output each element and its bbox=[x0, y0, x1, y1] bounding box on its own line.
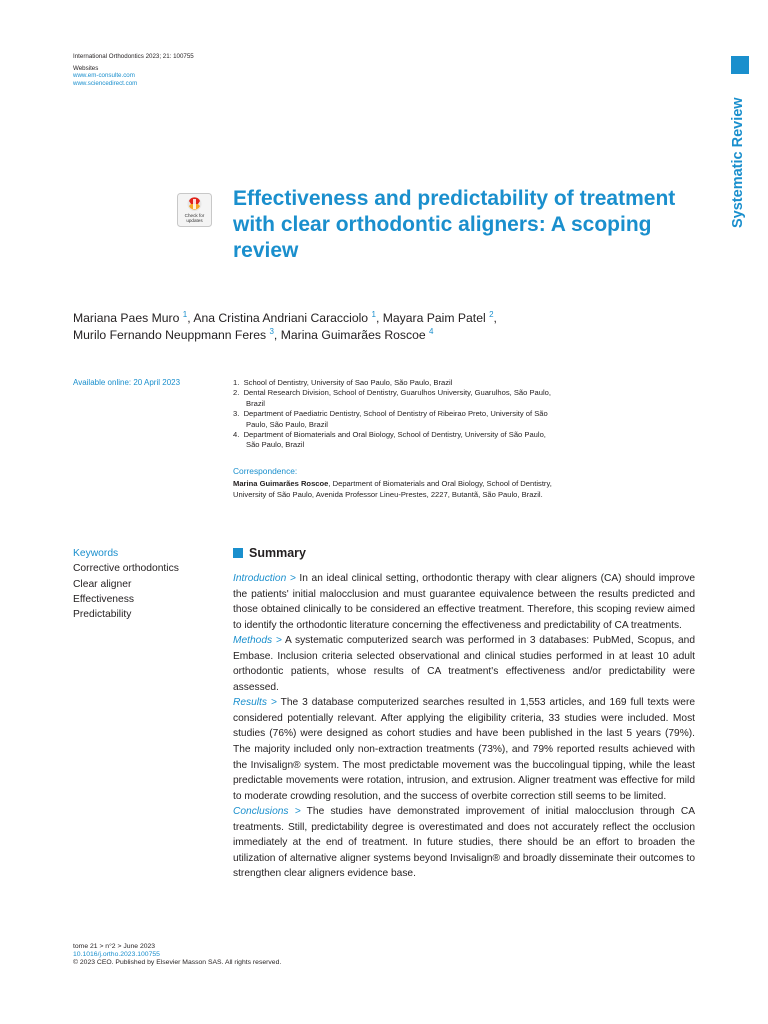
keywords-heading: Keywords bbox=[73, 548, 119, 559]
author-list: Mariana Paes Muro $^1$, Ana Cristina Andriani Caracciolo $^1$, Mayara Paim Patel $^2$, Murilo Fernando Neuppmann Feres $^3$, Marina Guimarães Roscoe $^4$ bbox=[73, 310, 497, 342]
journal-header bbox=[73, 53, 194, 87]
affiliation-list bbox=[233, 378, 553, 451]
keyword-item: Corrective orthodontics bbox=[73, 563, 179, 575]
copyright-notice: © 2023 CEO. Published by Elsevier Masson SAS. All rights reserved. bbox=[73, 959, 282, 967]
article-type-label: Systematic Review bbox=[730, 97, 746, 228]
check-for-updates-icon bbox=[177, 193, 212, 227]
affiliation-item: 2. Dental Research Division, School of Dentistry, Guarulhos University, Guarulhos, São Paulo, Brazil bbox=[233, 388, 551, 408]
correspondence-heading: Correspondence: bbox=[233, 466, 298, 476]
check-for-updates-badge[interactable] bbox=[177, 193, 212, 227]
article-title: Effectiveness and predictability of treatment with clear orthodontic aligners: A scoping review bbox=[233, 187, 676, 262]
correspondence-text: Marina Guimarães Roscoe, Department of Biomaterials and Oral Biology, School of Dentistry, University of São Paulo, Avenida Professor Lineu-Prestes, 2227, Butantã, São Paulo, Brazil. bbox=[233, 479, 552, 499]
author-affiliation-ref[interactable]: 4 bbox=[429, 327, 434, 336]
author-name: Marina Guimarães Roscoe bbox=[280, 328, 426, 342]
author-name: Murilo Fernando Neuppmann Feres bbox=[73, 328, 267, 342]
keyword-item: Clear aligner bbox=[73, 578, 132, 590]
author-name: Mayara Paim Patel bbox=[382, 311, 486, 325]
keywords-block bbox=[73, 546, 179, 622]
abstract-results: Results > The 3 database computerized searches resulted in 1,553 articles, and 169 full texts were considered potentially relevant. After applying the eligibility criteria, 33 studies were included. Most studies (76%) were designed as cohort studies and have been published in the last 5 years (79%). The majority included only non-extraction treatments (73%), and 79% reported results achieved with the Invisalign® system. The most predictable movement was the buccolingual tipping, while the least predictable movements were rotation, intrusion, and extrusion. Aligner treatment was effective for mild to moderate crowding resolution, and the success of overbite correction still seems to be limited. bbox=[233, 697, 696, 802]
keyword-item: Predictability bbox=[73, 609, 132, 621]
badge-line-2: updates bbox=[186, 218, 203, 223]
heading-square-icon bbox=[233, 548, 243, 558]
doi-link[interactable]: 10.1016/j.ortho.2023.100755 bbox=[73, 951, 160, 959]
available-online-date: Available online: 20 April 2023 bbox=[73, 378, 181, 387]
section-color-block bbox=[731, 56, 749, 74]
author-affiliation-ref[interactable]: 1 bbox=[182, 310, 188, 319]
badge-line-1: Check for bbox=[184, 213, 205, 218]
affiliation-item: 4. Department of Biomaterials and Oral Biology, School of Dentistry, University of São Paulo, São Paulo, Brazil bbox=[233, 430, 546, 450]
keyword-item: Effectiveness bbox=[73, 593, 135, 605]
journal-citation: International Orthodontics 2023; 21: 100755 bbox=[73, 53, 194, 60]
affiliation-item: 3. Department of Paediatric Dentistry, School of Dentistry of Ribeirao Preto, University of São Paulo, São Paulo, Brazil bbox=[233, 409, 548, 429]
author-affiliation-ref[interactable]: 2 bbox=[489, 310, 494, 319]
page-footer bbox=[73, 943, 281, 968]
author-name: Ana Cristina Andriani Caracciolo bbox=[193, 311, 369, 325]
abstract-body bbox=[233, 571, 695, 882]
summary-heading: Summary bbox=[233, 546, 306, 560]
website-link-emconsulte[interactable]: www.em-consulte.com bbox=[73, 72, 135, 80]
issue-info: tome 21 > n°2 > June 2023 bbox=[73, 943, 156, 950]
affiliation-item: 1. School of Dentistry, University of Sao Paulo, São Paulo, Brazil bbox=[233, 378, 453, 387]
correspondence-name: Marina Guimarães Roscoe bbox=[233, 479, 329, 488]
author-affiliation-ref[interactable]: 1 bbox=[371, 310, 376, 319]
website-link-sciencedirect[interactable]: www.sciencedirect.com bbox=[73, 79, 138, 87]
abstract-methods: Methods > A systematic computerized search was performed in 3 databases: PubMed, Scopus, and Embase. Inclusion criteria selected observational and clinical studies performed in at least 10 adult orthodontic patients, whose results of CA treatment's effectiveness and/or predictability were assessed. bbox=[233, 635, 695, 693]
websites-label: Websites bbox=[73, 65, 99, 73]
author-name: Mariana Paes Muro bbox=[73, 311, 180, 325]
abstract-introduction: Introduction > In an ideal clinical setting, orthodontic therapy with clear aligners (CA) should improve the patients' initial malocclusion and must guarantee equivalence between the results predicted and those obtained clinically to be considered an effective treatment. Therefore, this scoping review aimed to identify the orthodontic literature concerning the effectiveness and predictability of CA treatments. bbox=[233, 573, 696, 631]
abstract-conclusions: Conclusions > The studies have demonstrated improvement of initial malocclusion through CA treatments. Still, predictability degree is overestimated and does not accurately reflect the occlusion immediately at the end of treatment. In future studies, there should be an effort to broaden the utilization of alternative aligner systems beyond Invisalign® and broadly disseminate their outcomes to strengthen clear aligners evidence base. bbox=[233, 806, 695, 880]
author-affiliation-ref[interactable]: 3 bbox=[269, 327, 274, 336]
